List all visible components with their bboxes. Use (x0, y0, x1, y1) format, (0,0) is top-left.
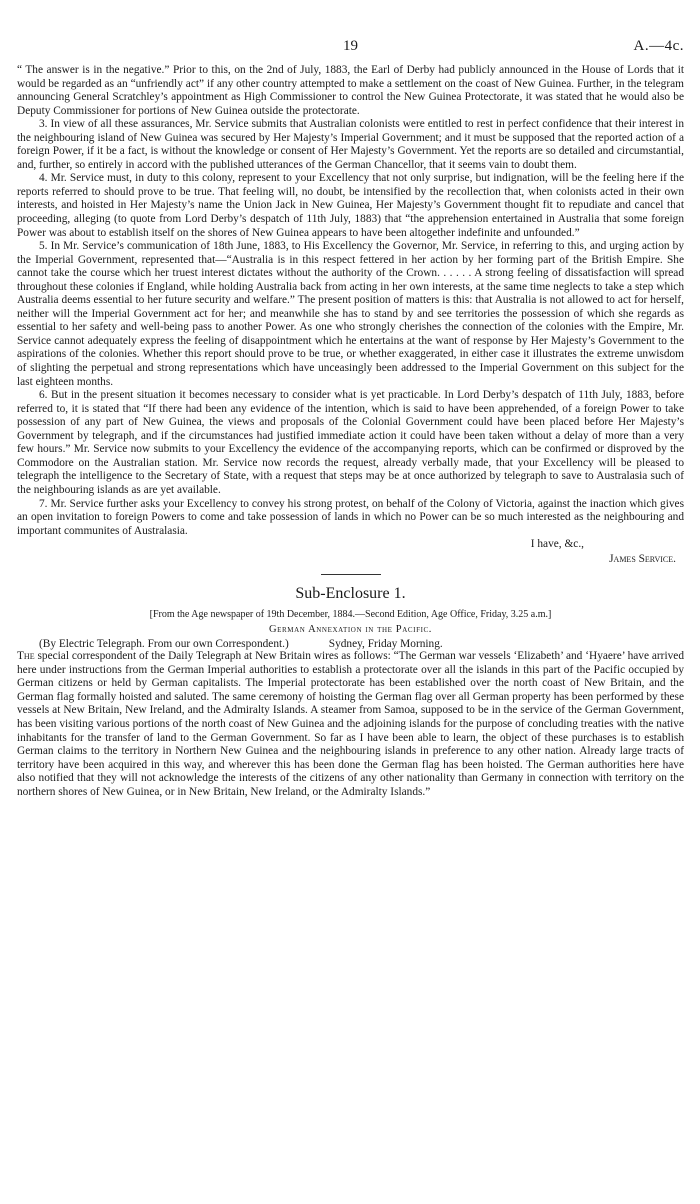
signature-closing-row (17, 538, 684, 552)
page-number: 19 (343, 38, 358, 54)
paragraph-7: 7. Mr. Service further asks your Excellency to convey his strong protest, on behalf of the Colony of Victoria, against the inaction which gives an open invitation to foreign Powers to come and take possession of lands in which no Power can be so much interested as the neighbouring and important communites of Australasia. (17, 497, 684, 537)
document-reference: A.—4c. (633, 38, 684, 54)
section-divider (321, 574, 381, 575)
paragraph-4: 4. Mr. Service must, in duty to this colony, represent to your Excellency that not only surprise, but indignation, will be the feeling here if the reports referred to should prove to be true. That feeling will, no doubt, be intensified by the recollection that, when colonists acted in their own interests, and hoisted in Her Majesty’s name the Union Jack in New Guinea, Her Majesty’s Government thought fit to repudiate and cancel that proceeding, alleging (to quote from Lord Derby’s despatch of 11th July, 1883) that “the apprehension entertained in Australia that some foreign Power was about to establish itself on the shores of New Guinea appears to have been altogether indefinite and unfounded.” (17, 172, 684, 239)
signature-closing: I have, &c., (530, 538, 584, 551)
paragraph-continuation: “ The answer is in the negative.” Prior to this, on the 2nd of July, 1883, the Earl of Derby had publicly announced in the House of Lords that it would be regarded as an “unfriendly act” if any other country attempted to make a settlement on the coast of New Guinea. Further, in the telegram announcing General Scratchley’s appointment as High Commissioner to control the New Guinea Protectorate, it was stated that he would also be Deputy Commissioner for portions of New Guinea outside the protectorate. (17, 64, 684, 117)
article-dateline (17, 638, 684, 650)
sub-enclosure-title: Sub-Enclosure 1. (295, 585, 406, 603)
paragraph-5: 5. In Mr. Service’s communication of 18th June, 1883, to His Excellency the Governor, Mr. Service, in referring to this, and urging action by the Imperial Government, represented that—“Australia is in this respect fettered in her action by her forming part of the British Empire. She cannot take the course which her truest interest dictates without the authority of the Crown. . . . . . A strong feeling of dissatisfaction will spread throughout these colonies if England, while holding Australia back from acting in her own interests, at the same time neglects to take a step which Australia deems essential to her future security and welfare.” The present position of matters is this: that Australia is not allowed to act for herself, neither will the Imperial Government act for her; and meanwhile she has to stand by and see territories the possession of which she regards as essential to her safety and well-being pass to another Power. As one who strongly cherishes the connection of the colonies with the Empire, Mr. Service cannot adequately express the feeling of disappointment which he entertains at the want of response by Her Majesty’s Government to the aspirations of the colonies. Whether this report should prove to be true, or whether exaggerated, in either case it illustrates the extreme unwisdom of slighting the perpetual and strong representations which have unceasingly been addressed to the Imperial Government on this subject for the last eighteen months. (17, 240, 684, 388)
article-text: special correspondent of the Daily Telegraph at New Britain wires as follows: “The German war vessels ‘Elizabeth’ and ‘Hyaere’ have arrived here under instructions from the German Imperial authorities to establish a protectorate over all the islands in this part of the Pacific occupied by German citizens or held by German capitalists. The Imperial protectorate has been established over the north coast of New Britain, and the German flag formally hoisted and saluted. The same ceremony of hoisting the German flag over all German property has been performed by these vessels at New Britain, New Ireland, and the Admiralty Islands. A steamer from Samoa, supposed to be in the service of the German Government, has been visiting various portions of the north coast of New Guinea and the adjoining islands for the purpose of concluding treaties with the native inhabitants for the transfer of land to the German Government. So far as I have been able to learn, the object of these purchases is to establish German claims to the territory in Northern New Guinea and the neighbouring islands in preference to any other nation. Already large tracts of territory have been acquired in this way, and wherever this has been done the German flag has been hoisted. The German authorities here have also notified that they will not acknowledge the interests of the citizens of any other nationality than Germany in connection with territory on the northern shores of New Guinea, or in New Britain, New Ireland, or the Admiralty Islands.” (17, 650, 684, 798)
article-lead-word: The (17, 650, 35, 663)
sub-enclosure-source: [From the Age newspaper of 19th December, 1884.—Second Edition, Age Office, Friday, 3.25 a.m.] (149, 609, 552, 621)
paragraph-6: 6. But in the present situation it becomes necessary to consider what is yet practicable. In Lord Derby’s despatch of 11th July, 1883, before referred to, it is stated that “If there had been any evidence of the intention, which is said to have been apprehended, of a foreign Power to take possession of any part of New Guinea, the views and proposals of the Colonial Government could have been placed before Her Majesty’s Government by telegraph, and if the circumstances had justified immediate action it could have been taken without a delay of more than a very few hours.” Mr. Service now submits to your Excellency the evidence of the accompanying reports, which can be confirmed or disproved by the Commodore on the Australian station. Mr. Service now records the request, already verbally made, that your Excellency will be pleased to telegraph the intelligence to the Secretary of State, with a request that steps may be at once authorized by telegraph to save to Australasia such of the neighbouring islands as are yet available. (17, 389, 684, 496)
article-paragraph (17, 650, 684, 799)
paragraph-3: 3. In view of all these assurances, Mr. Service submits that Australian colonists were entitled to rest in perfect confidence that their interest in the neighbouring island of New Guinea was secured by Her Majesty’s Imperial Government; and it must be supposed that the reported action of a foreign Power, if it be a fact, is without the knowledge or consent of Her Majesty’s Government. Yet the reports are so detailed and circumstantial, and, further, so entirely in accord with the published utterances of the German Chancellor, that it seems vain to doubt them. (17, 118, 684, 171)
dateline-source: (By Electric Telegraph. From our own Correspondent.) (39, 638, 289, 651)
page-header (17, 30, 684, 64)
signature-name: James Service. (609, 552, 676, 565)
article-body (17, 650, 684, 799)
dateline-place: Sydney, Friday Morning. (328, 638, 443, 651)
letter-body (17, 64, 684, 566)
article-heading: German Annexation in the Pacific. (268, 624, 432, 636)
